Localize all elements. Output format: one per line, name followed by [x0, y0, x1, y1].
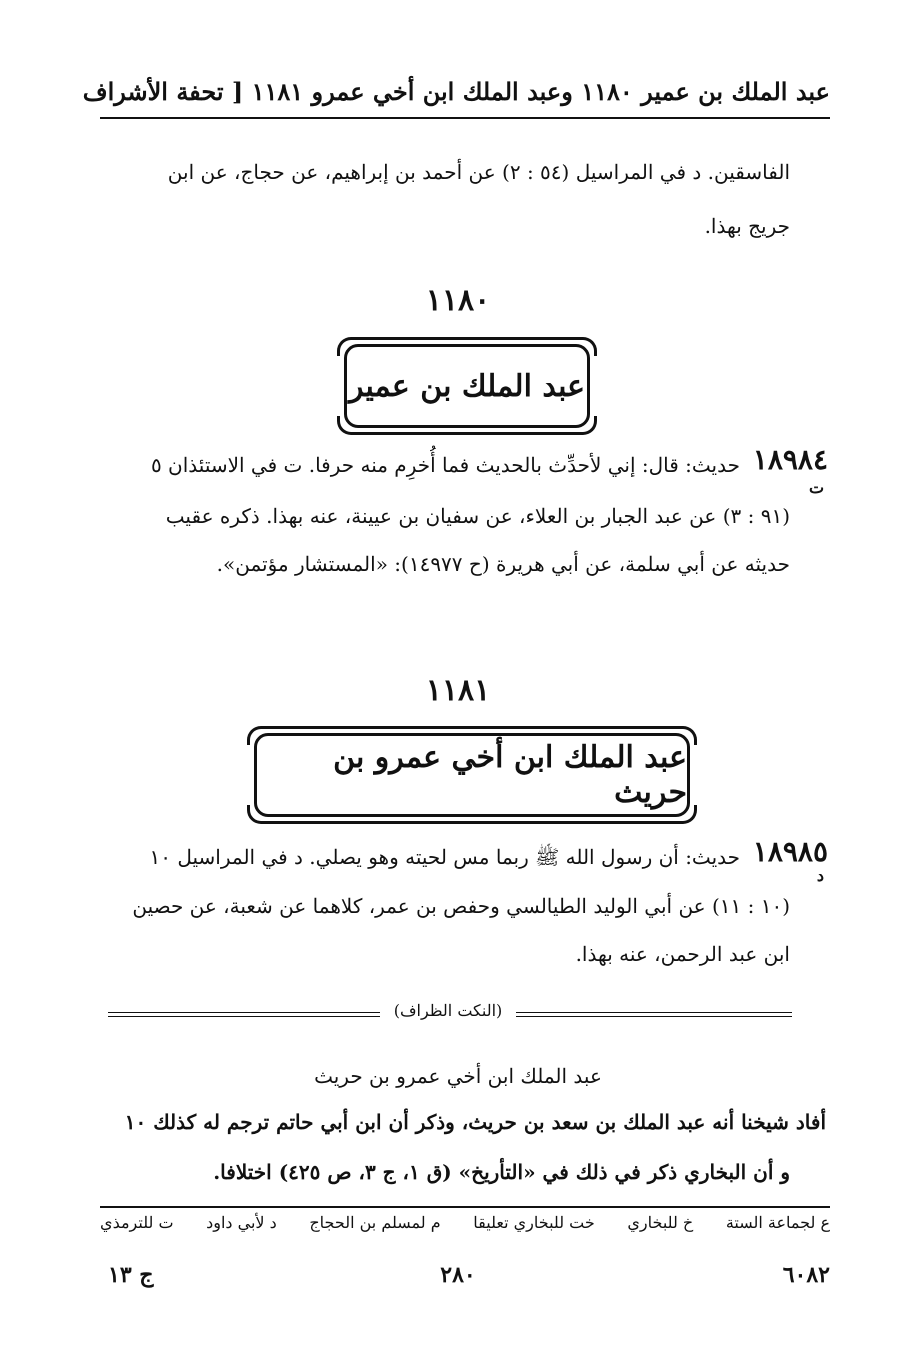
continuous-page-number: ٦٠٨٢ [782, 1262, 830, 1288]
hadith-18985-line-3: ابن عبد الرحمن، عنه بهذا. [575, 942, 790, 966]
legend-item: ت للترمذي [100, 1213, 174, 1232]
hadith-18985-line-1: حديث: أن رسول الله ﷺ ربما مس لحيته وهو يصلي. د في المراسيل ١٠ [149, 845, 740, 869]
section-name-box-1181 [254, 733, 690, 817]
hadith-18985-line-2: (١٠ : ١١) عن أبي الوليد الطيالسي وحفص بن عمر، كلاهما عن شعبة، عن حصين [132, 894, 790, 918]
nukat-label: (النكت الظراف) [380, 1001, 516, 1020]
section-name-box-1180 [344, 344, 590, 428]
legend-item: ع لجماعة الستة [725, 1213, 830, 1232]
volume-number: ج ١٣ [108, 1262, 154, 1288]
nukat-line-2: و أن البخاري ذكر في ذلك في «التأريخ» (ق ١، ج ٣، ص ٤٢٥) اختلافا. [213, 1160, 790, 1184]
section-name-1181: عبد الملك ابن أخي عمرو بن حريث [333, 740, 687, 810]
section-number-1180: ١١٨٠ [425, 283, 491, 318]
intro-line-1: الفاسقين. د في المراسيل (٥٤ : ٢) عن أحمد بن إبراهيم، عن حجاج، عن ابن [167, 160, 790, 184]
hadith-marker-18985: د [816, 866, 824, 885]
legend-item: خت للبخاري تعليقا [473, 1213, 595, 1232]
hadith-18984-line-2: (٩١ : ٣) عن عبد الجبار بن العلاء، عن سفيان بن عيينة، عنه بهذا. ذكره عقيب [165, 504, 790, 528]
hadith-number-18984: ١٨٩٨٤ [752, 443, 828, 476]
hadith-marker-18984: ت [808, 478, 824, 497]
legend-item: م لمسلم بن الحجاج [309, 1213, 441, 1232]
hadith-18984-line-1: حديث: قال: إني لأحدِّث بالحديث فما أُخرِم منه حرفا. ت في الاستئذان ٥ [150, 453, 740, 477]
footer-rule [100, 1206, 830, 1208]
header-rule [100, 117, 830, 119]
sigla-legend [100, 1213, 830, 1232]
legend-item: د لأبي داود [206, 1213, 277, 1232]
intro-line-2: جريج بهذا. [704, 214, 790, 238]
hadith-number-18985: ١٨٩٨٥ [752, 835, 828, 868]
page-number: ٢٨٠ [440, 1262, 476, 1288]
legend-item: خ للبخاري [627, 1213, 694, 1232]
running-header: عبد الملك بن عمير ١١٨٠ وعبد الملك ابن أخي عمرو ١١٨١ [ تحفة الأشراف [82, 77, 830, 106]
nukat-title: عبد الملك ابن أخي عمرو بن حريث [314, 1064, 602, 1088]
section-name-1180: عبد الملك بن عمير [348, 368, 586, 404]
nukat-line-1: أفاد شيخنا أنه عبد الملك بن سعد بن حريث، وذكر أن ابن أبي حاتم ترجم له كذلك ١٠ [124, 1110, 826, 1134]
section-number-1181: ١١٨١ [425, 673, 491, 708]
hadith-18984-line-3: حديثه عن أبي سلمة، عن أبي هريرة (ح ١٤٩٧٧): «المستشار مؤتمن». [216, 552, 790, 576]
